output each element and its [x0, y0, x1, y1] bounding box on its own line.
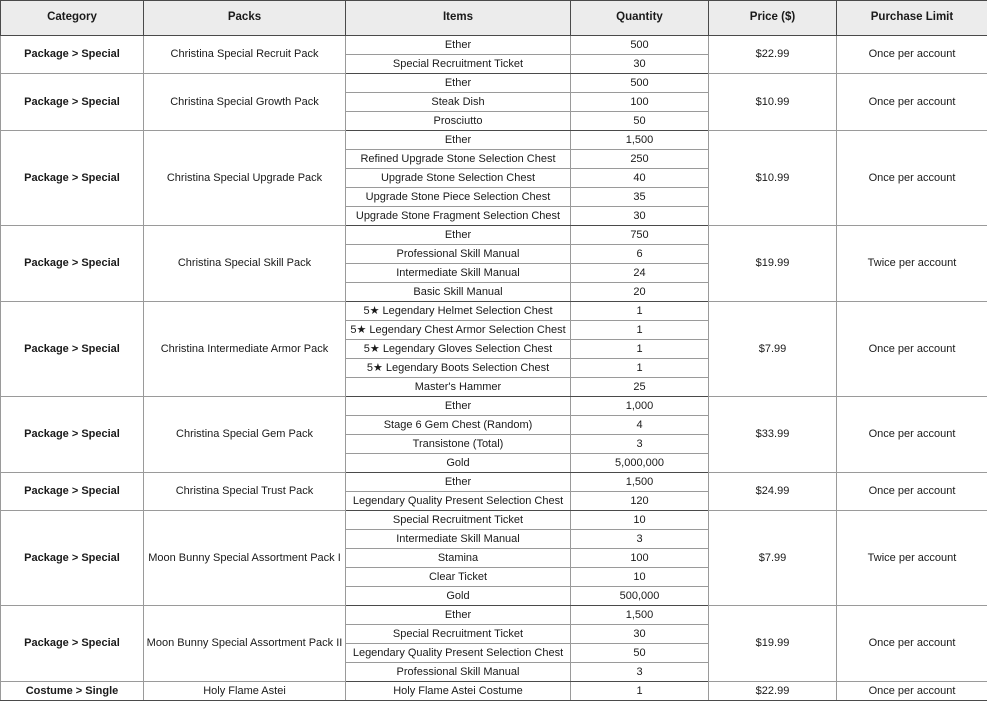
cell-pack-name: Holy Flame Astei: [144, 682, 346, 701]
cell-item-name: Special Recruitment Ticket: [346, 511, 571, 530]
cell-item-name: Intermediate Skill Manual: [346, 264, 571, 283]
cell-purchase-limit: Once per account: [837, 473, 987, 511]
cell-item-name: Holy Flame Astei Costume: [346, 682, 571, 701]
cell-item-name: Special Recruitment Ticket: [346, 55, 571, 74]
column-header-purchase-limit: Purchase Limit: [837, 1, 987, 36]
cell-price: $33.99: [709, 397, 837, 473]
cell-item-quantity: 500: [571, 74, 709, 93]
cell-item-name: Steak Dish: [346, 93, 571, 112]
cell-item-quantity: 1,000: [571, 397, 709, 416]
cell-item-name: 5★ Legendary Chest Armor Selection Chest: [346, 321, 571, 340]
cell-pack-name: Christina Special Growth Pack: [144, 74, 346, 131]
cell-pack-name: Moon Bunny Special Assortment Pack II: [144, 606, 346, 682]
cell-item-quantity: 3: [571, 663, 709, 682]
cell-pack-name: Christina Special Gem Pack: [144, 397, 346, 473]
cell-item-name: Upgrade Stone Selection Chest: [346, 169, 571, 188]
cell-item-quantity: 25: [571, 378, 709, 397]
cell-purchase-limit: Once per account: [837, 74, 987, 131]
cell-item-name: Refined Upgrade Stone Selection Chest: [346, 150, 571, 169]
cell-item-name: Ether: [346, 226, 571, 245]
cell-item-name: Basic Skill Manual: [346, 283, 571, 302]
cell-item-name: Ether: [346, 397, 571, 416]
cell-pack-name: Christina Special Recruit Pack: [144, 36, 346, 74]
cell-item-name: Transistone (Total): [346, 435, 571, 454]
cell-item-name: Master's Hammer: [346, 378, 571, 397]
cell-item-name: Ether: [346, 473, 571, 492]
table-row: [1, 682, 987, 701]
cell-category: Package > Special: [1, 226, 144, 302]
cell-purchase-limit: Once per account: [837, 36, 987, 74]
cell-price: $7.99: [709, 511, 837, 606]
column-header-category: Category: [1, 1, 144, 36]
cell-category: Package > Special: [1, 606, 144, 682]
cell-item-name: Upgrade Stone Fragment Selection Chest: [346, 207, 571, 226]
cell-item-quantity: 30: [571, 55, 709, 74]
cell-category: Costume > Single: [1, 682, 144, 701]
cell-item-quantity: 50: [571, 644, 709, 663]
cell-item-quantity: 3: [571, 435, 709, 454]
cell-item-quantity: 24: [571, 264, 709, 283]
cell-purchase-limit: Twice per account: [837, 226, 987, 302]
cell-item-quantity: 500,000: [571, 587, 709, 606]
cell-category: Package > Special: [1, 302, 144, 397]
cell-category: Package > Special: [1, 473, 144, 511]
table-row: [1, 397, 987, 416]
cell-item-name: Ether: [346, 131, 571, 150]
cell-category: Package > Special: [1, 131, 144, 226]
cell-item-quantity: 120: [571, 492, 709, 511]
cell-category: Package > Special: [1, 74, 144, 131]
cell-item-name: Ether: [346, 74, 571, 93]
cell-item-quantity: 1: [571, 359, 709, 378]
cell-item-name: Stage 6 Gem Chest (Random): [346, 416, 571, 435]
cell-item-quantity: 10: [571, 511, 709, 530]
cell-purchase-limit: Once per account: [837, 606, 987, 682]
cell-item-quantity: 30: [571, 625, 709, 644]
table-row: [1, 36, 987, 55]
cell-price: $19.99: [709, 606, 837, 682]
cell-item-name: Ether: [346, 36, 571, 55]
cell-item-name: Gold: [346, 454, 571, 473]
cell-purchase-limit: Once per account: [837, 302, 987, 397]
cell-item-quantity: 6: [571, 245, 709, 264]
table-row: [1, 606, 987, 625]
cell-price: $24.99: [709, 473, 837, 511]
cell-item-quantity: 20: [571, 283, 709, 302]
cell-purchase-limit: Once per account: [837, 397, 987, 473]
cell-item-quantity: 100: [571, 93, 709, 112]
cell-item-name: Special Recruitment Ticket: [346, 625, 571, 644]
cell-price: $19.99: [709, 226, 837, 302]
cell-item-name: 5★ Legendary Gloves Selection Chest: [346, 340, 571, 359]
cell-item-quantity: 750: [571, 226, 709, 245]
cell-price: $22.99: [709, 36, 837, 74]
cell-item-name: Professional Skill Manual: [346, 245, 571, 264]
cell-item-quantity: 1: [571, 302, 709, 321]
cell-item-name: Stamina: [346, 549, 571, 568]
cell-pack-name: Christina Intermediate Armor Pack: [144, 302, 346, 397]
cell-item-quantity: 1,500: [571, 131, 709, 150]
cell-item-quantity: 10: [571, 568, 709, 587]
cell-item-quantity: 5,000,000: [571, 454, 709, 473]
table-header-row: [1, 1, 987, 36]
cell-item-quantity: 1,500: [571, 606, 709, 625]
table-row: [1, 74, 987, 93]
table-body: [1, 36, 987, 701]
column-header-packs: Packs: [144, 1, 346, 36]
table-header: [1, 1, 987, 36]
column-header-quantity: Quantity: [571, 1, 709, 36]
table-row: [1, 473, 987, 492]
cell-item-name: 5★ Legendary Boots Selection Chest: [346, 359, 571, 378]
cell-category: Package > Special: [1, 36, 144, 74]
table-row: [1, 302, 987, 321]
cell-item-name: Intermediate Skill Manual: [346, 530, 571, 549]
cell-purchase-limit: Once per account: [837, 131, 987, 226]
cell-pack-name: Christina Special Trust Pack: [144, 473, 346, 511]
cell-item-name: Clear Ticket: [346, 568, 571, 587]
cell-item-quantity: 30: [571, 207, 709, 226]
cell-pack-name: Moon Bunny Special Assortment Pack I: [144, 511, 346, 606]
cell-item-quantity: 1: [571, 321, 709, 340]
cell-item-name: Gold: [346, 587, 571, 606]
cell-item-name: Legendary Quality Present Selection Chest: [346, 644, 571, 663]
table-row: [1, 511, 987, 530]
cell-item-name: Professional Skill Manual: [346, 663, 571, 682]
cell-item-name: Ether: [346, 606, 571, 625]
cell-item-quantity: 4: [571, 416, 709, 435]
cell-pack-name: Christina Special Upgrade Pack: [144, 131, 346, 226]
table-row: [1, 131, 987, 150]
cell-item-quantity: 35: [571, 188, 709, 207]
column-header-price: Price ($): [709, 1, 837, 36]
cell-item-quantity: 1,500: [571, 473, 709, 492]
cell-item-quantity: 100: [571, 549, 709, 568]
cell-category: Package > Special: [1, 511, 144, 606]
cell-item-name: Prosciutto: [346, 112, 571, 131]
cell-item-quantity: 3: [571, 530, 709, 549]
cell-item-quantity: 500: [571, 36, 709, 55]
cell-item-quantity: 1: [571, 340, 709, 359]
cell-price: $10.99: [709, 74, 837, 131]
cell-item-name: Legendary Quality Present Selection Chest: [346, 492, 571, 511]
cell-category: Package > Special: [1, 397, 144, 473]
cell-pack-name: Christina Special Skill Pack: [144, 226, 346, 302]
cell-price: $7.99: [709, 302, 837, 397]
cell-item-quantity: 40: [571, 169, 709, 188]
cell-item-quantity: 1: [571, 682, 709, 701]
cell-item-quantity: 250: [571, 150, 709, 169]
cell-item-quantity: 50: [571, 112, 709, 131]
cell-purchase-limit: Once per account: [837, 682, 987, 701]
cell-price: $22.99: [709, 682, 837, 701]
cell-purchase-limit: Twice per account: [837, 511, 987, 606]
cell-price: $10.99: [709, 131, 837, 226]
cell-item-name: 5★ Legendary Helmet Selection Chest: [346, 302, 571, 321]
cell-item-name: Upgrade Stone Piece Selection Chest: [346, 188, 571, 207]
table-row: [1, 226, 987, 245]
column-header-items: Items: [346, 1, 571, 36]
